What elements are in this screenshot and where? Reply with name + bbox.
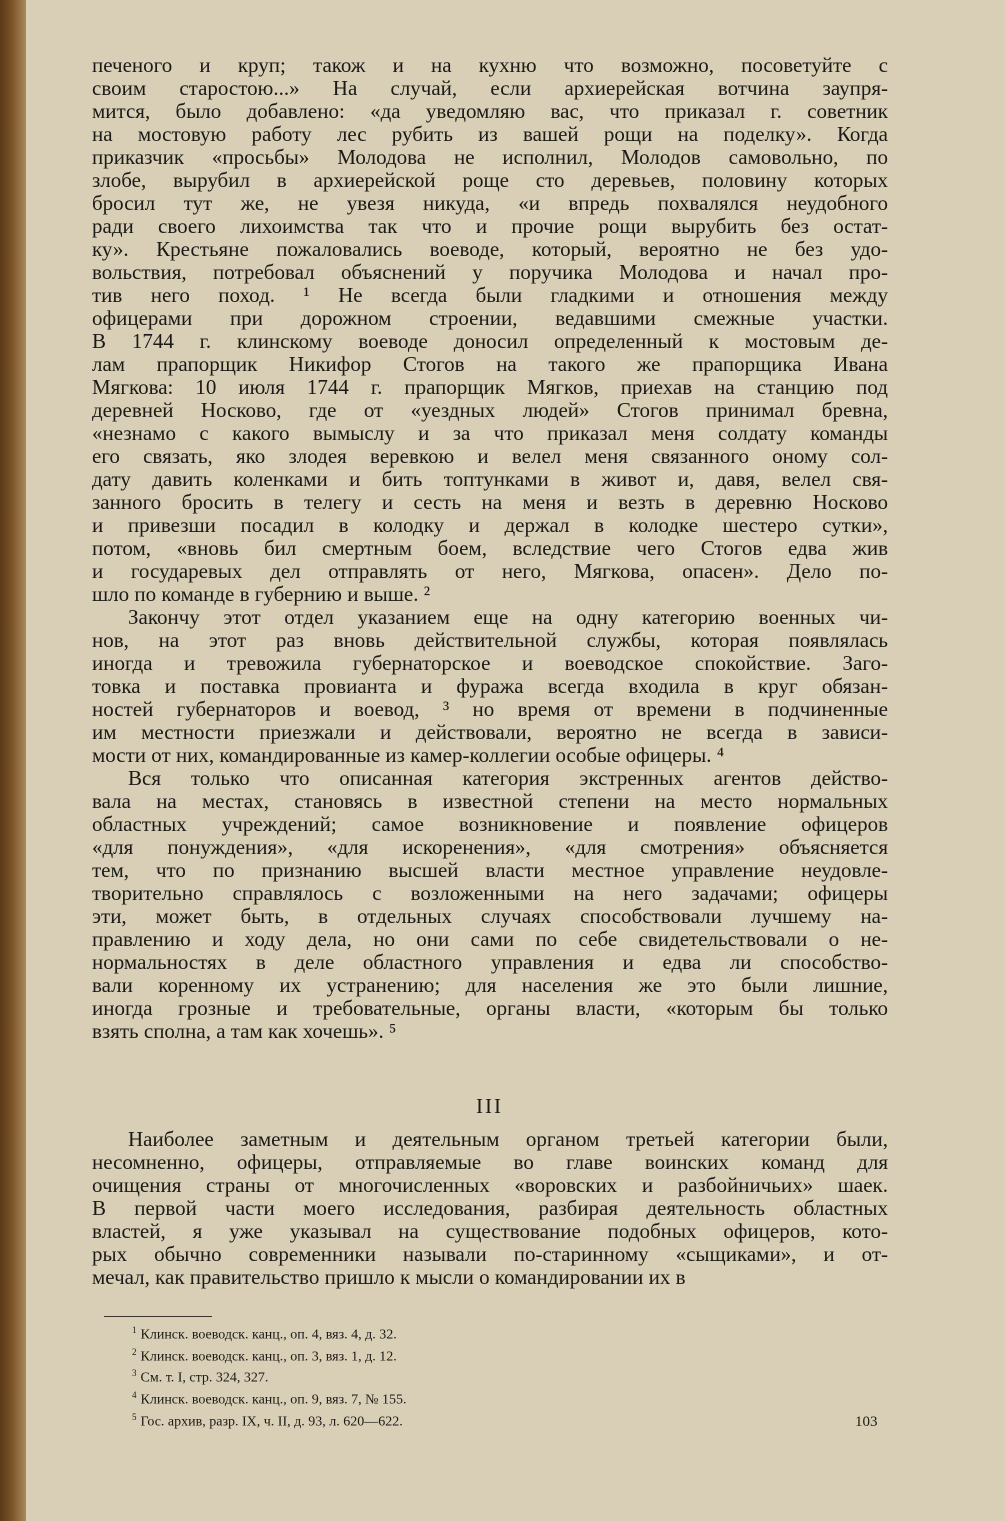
book-spine-edge <box>0 0 26 1521</box>
footnote-mark: 1 <box>132 1325 137 1335</box>
text-line: и привезши посадил в колодку и держал в колодке шестеро сутки», <box>92 514 888 537</box>
text-line: злобе, вырубил в архиерейской роще сто деревьев, половину которых <box>92 169 888 192</box>
footnote-rule <box>104 1316 212 1317</box>
footnote-mark: 3 <box>132 1368 137 1379</box>
text-line: занного бросить в телегу и сесть на меня и везть в деревню Носково <box>92 491 888 514</box>
text-line: печеного и круп; також и на кухню что возможно, посоветуйте с <box>92 54 888 77</box>
text-line: Вся только что описанная категория экстренных агентов действо- <box>128 767 888 790</box>
text-line: товка и поставка провианта и фуража всегда входила в круг обязан- <box>92 675 888 698</box>
text-line: и государевых дел отправлять от него, Мягкова, опасен». Дело по- <box>92 560 888 583</box>
paragraph <box>92 54 888 606</box>
text-line: правлению и ходу дела, но они сами по себе свидетельствовали о не- <box>92 928 888 951</box>
text-line: офицерами при дорожном строении, ведавшими смежные участки. <box>92 307 888 330</box>
text-line: своим старостою...» На случай, если архиерейская вотчина заупря- <box>92 77 888 100</box>
text-line: деревней Носково, где от «уездных людей» Стогов принимал бревна, <box>92 399 888 422</box>
text-line: областных учреждений; самое возникновение и появление офицеров <box>92 813 888 836</box>
main-text <box>92 54 888 1043</box>
text-line: дату давить коленками и бить топтунками в живот и, давя, велел свя- <box>92 468 888 491</box>
text-line: бросил тут же, не увезя никуда, «и впредь похвалялся неудобного <box>92 192 888 215</box>
footnote <box>132 1322 632 1344</box>
text-line: им местности приезжали и действовали, вероятно не всегда в зависи- <box>92 721 888 744</box>
text-line: Закончу этот отдел указанием еще на одну категорию военных чи- <box>128 606 888 629</box>
text-line: приказчик «просьбы» Молодова не исполнил, Молодов самовольно, по <box>92 146 888 169</box>
footnote-text: Клинск. воеводск. канц., оп. 4, вяз. 4, д. 32. <box>140 1327 397 1343</box>
text-line: мится, было добавлено: «да уведомляю вас, что приказал г. советник <box>92 100 888 123</box>
section-heading: III <box>476 1094 503 1118</box>
text-line: иногда и тревожила губернаторское и воеводское спокойствие. Заго- <box>92 652 888 675</box>
text-line: шло по команде в губернию и выше. ² <box>92 583 431 606</box>
text-line: иногда грозные и требовательные, органы власти, «которым бы только <box>92 997 888 1020</box>
page-number: 103 <box>855 1414 878 1430</box>
text-line: вали коренному их устранению; для населения же это были лишние, <box>92 974 888 997</box>
text-line: нормальностях в деле областного управления и едва ли способство- <box>92 951 888 974</box>
footnote <box>132 1365 632 1387</box>
text-line: мости от них, командированные из камер-коллегии особые офицеры. ⁴ <box>92 744 725 767</box>
footnote-mark: 2 <box>132 1346 137 1357</box>
footnote <box>132 1409 632 1431</box>
section-text <box>92 1128 888 1289</box>
paragraph <box>92 1128 888 1289</box>
text-line: В 1744 г. клинскому воеводе доносил определенный к мостовым де- <box>92 330 888 353</box>
text-line: его связать, яко злодея веревкою и велел меня связанного оному сол- <box>92 445 888 468</box>
footnote-mark: 5 <box>132 1411 137 1422</box>
text-line: ностей губернаторов и воевод, ³ но время от времени в подчиненные <box>92 698 888 721</box>
text-line: Мягкова: 10 июля 1744 г. прапорщик Мягков, приехав на станцию под <box>92 376 888 399</box>
text-line: взять сполна, а там как хочешь». ⁵ <box>92 1020 397 1043</box>
footnote-text: См. т. I, стр. 324, 327. <box>140 1370 269 1386</box>
text-line: «для понуждения», «для искоренения», «для смотрения» объясняется <box>92 836 888 859</box>
footnote-text: Клинск. воеводск. канц., оп. 9, вяз. 7, № 155. <box>140 1392 407 1408</box>
text-line: вала на местах, становясь в известной степени на место нормальных <box>92 790 888 813</box>
text-line: потом, «вновь бил смертным боем, вследствие чего Стогов едва жив <box>92 537 888 560</box>
paragraph <box>92 606 888 767</box>
text-line: тив него поход. ¹ Не всегда были гладкими и отношения между <box>92 284 888 307</box>
text-line: лам прапорщик Никифор Стогов на такого же прапорщика Ивана <box>92 353 888 376</box>
text-line: ку». Крестьяне пожаловались воеводе, который, вероятно не без удо- <box>92 238 888 261</box>
text-line: Наиболее заметным и деятельным органом третьей категории были, <box>128 1128 888 1151</box>
text-line: несомненно, офицеры, отправляемые во главе воинских команд для <box>92 1151 888 1174</box>
text-line: нов, на этот раз вновь действительной службы, которая появлялась <box>92 629 888 652</box>
footnote-mark: 4 <box>132 1389 137 1400</box>
footnote <box>132 1387 632 1409</box>
footnotes <box>132 1322 632 1430</box>
footnote <box>132 1344 632 1366</box>
footnote-text: Гос. архив, разр. IX, ч. II, д. 93, л. 620—622. <box>140 1414 403 1430</box>
text-line: мечал, как правительство пришло к мысли о командировании их в <box>92 1266 686 1289</box>
paragraph <box>92 767 888 1043</box>
text-line: на мостовую работу лес рубить из вашей рощи на поделку». Когда <box>92 123 888 146</box>
text-line: ради своего лихоимства так что и прочие рощи вырубить без остат- <box>92 215 888 238</box>
text-line: творительно справлялось с возложенными на него задачами; офицеры <box>92 882 888 905</box>
text-line: рых обычно современники называли по-старинному «сыщиками», и от- <box>92 1243 888 1266</box>
text-line: «незнамо с какого вымыслу и за что приказал меня солдату команды <box>92 422 888 445</box>
footnote-text: Клинск. воеводск. канц., оп. 3, вяз. 1, д. 12. <box>140 1349 397 1365</box>
text-line: властей, я уже указывал на существование подобных офицеров, кото- <box>92 1220 888 1243</box>
text-line: тем, что по признанию высшей власти местное управление неудовле- <box>92 859 888 882</box>
text-line: В первой части моего исследования, разбирая деятельность областных <box>92 1197 888 1220</box>
text-line: очищения страны от многочисленных «воровских и разбойничьих» шаек. <box>92 1174 888 1197</box>
text-line: эти, может быть, в отдельных случаях способствовали лучшему на- <box>92 905 888 928</box>
text-line: вольствия, потребовал объяснений у поручика Молодова и начал про- <box>92 261 888 284</box>
